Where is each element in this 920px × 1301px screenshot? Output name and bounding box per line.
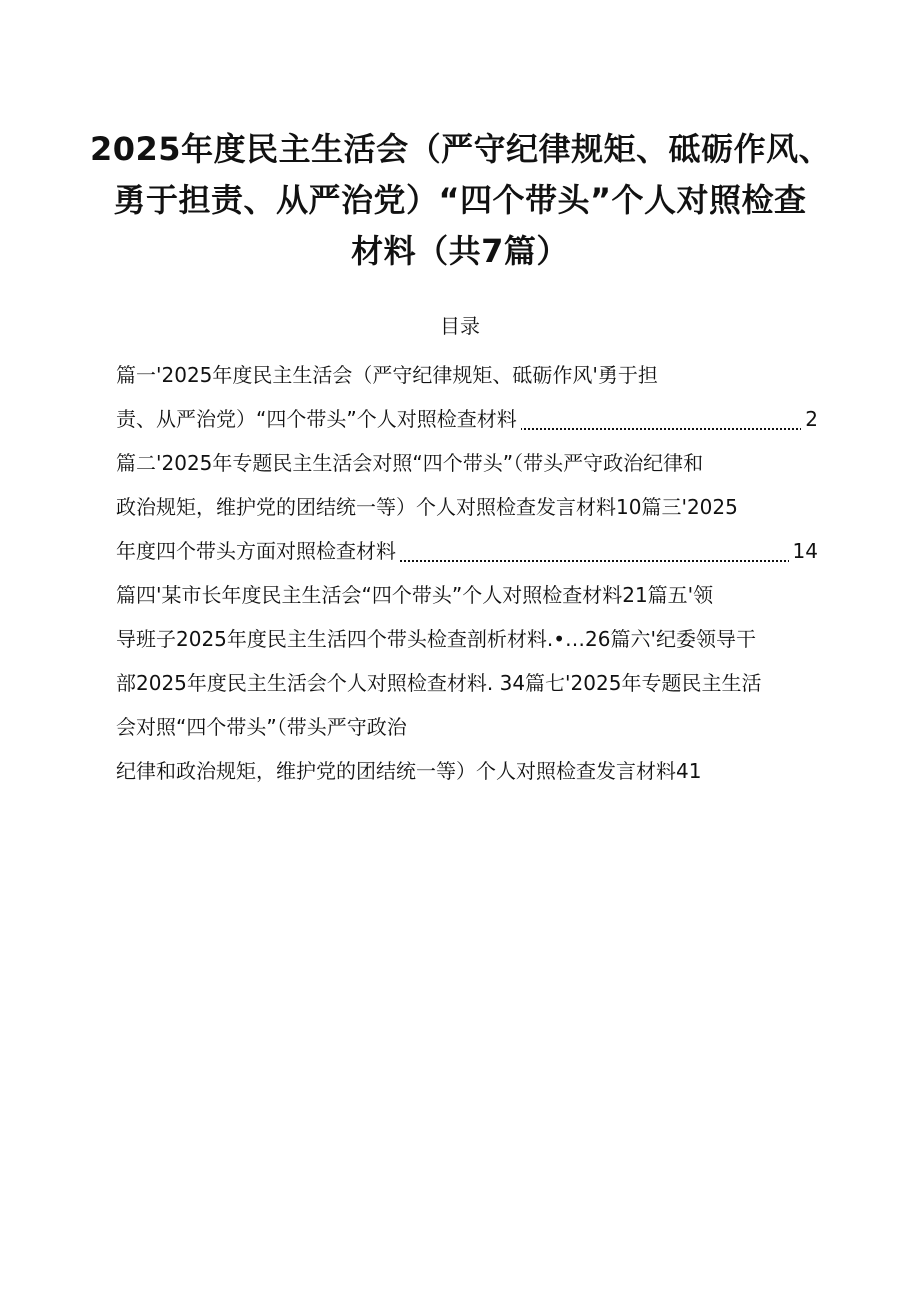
toc-page-number: 2	[801, 400, 818, 438]
toc-line-text: 政治规矩，维护党的团结统一等）个人对照检查发言材料10篇三'2025	[116, 488, 742, 526]
title-line-1: 2025年度民主生活会（严守纪律规矩、砥砺作风、	[90, 130, 832, 168]
toc-line-text: 篇二'2025年专题民主生活会对照“四个带头”（带头严守政治纪律和	[116, 444, 707, 482]
toc-line-text: 导班子2025年度民主生活四个带头检查剖析材料.•…26篇六'纪委领导干	[116, 620, 760, 658]
toc-line-text: 纪律和政治规矩，维护党的团结统一等）个人对照检查发言材料41	[116, 752, 705, 790]
toc-entry-1[interactable]	[116, 400, 836, 444]
toc-heading: 目录	[440, 314, 480, 338]
toc-line-text: 部2025年度民主生活会个人对照检查材料. 34篇七'2025年专题民主生活	[116, 664, 765, 702]
toc-entry-3[interactable]	[116, 532, 836, 576]
title-line-3: 材料（共7篇）	[351, 232, 569, 270]
toc-line[interactable]	[116, 488, 836, 532]
toc-line[interactable]	[116, 752, 836, 796]
title-line-2: 勇于担责、从严治党）“四个带头”个人对照检查	[113, 181, 807, 219]
toc-line[interactable]	[116, 576, 836, 620]
toc-line-text: 年度四个带头方面对照检查材料	[116, 532, 400, 570]
toc-line[interactable]	[116, 708, 836, 752]
toc-line-text: 篇四'某市长年度民主生活会“四个带头”个人对照检查材料21篇五'领	[116, 576, 717, 614]
toc-line[interactable]	[116, 664, 836, 708]
toc-line[interactable]	[116, 356, 836, 400]
document-title	[90, 124, 830, 277]
toc-line[interactable]	[116, 444, 836, 488]
toc-line[interactable]	[116, 620, 836, 664]
table-of-contents	[116, 356, 836, 796]
toc-line-text: 责、从严治党）“四个带头”个人对照检查材料	[116, 400, 521, 438]
toc-line-text: 篇一'2025年度民主生活会（严守纪律规矩、砥砺作风'勇于担	[116, 356, 662, 394]
toc-line-text: 会对照“四个带头”（带头严守政治	[116, 708, 411, 746]
toc-page-number: 14	[789, 532, 818, 570]
